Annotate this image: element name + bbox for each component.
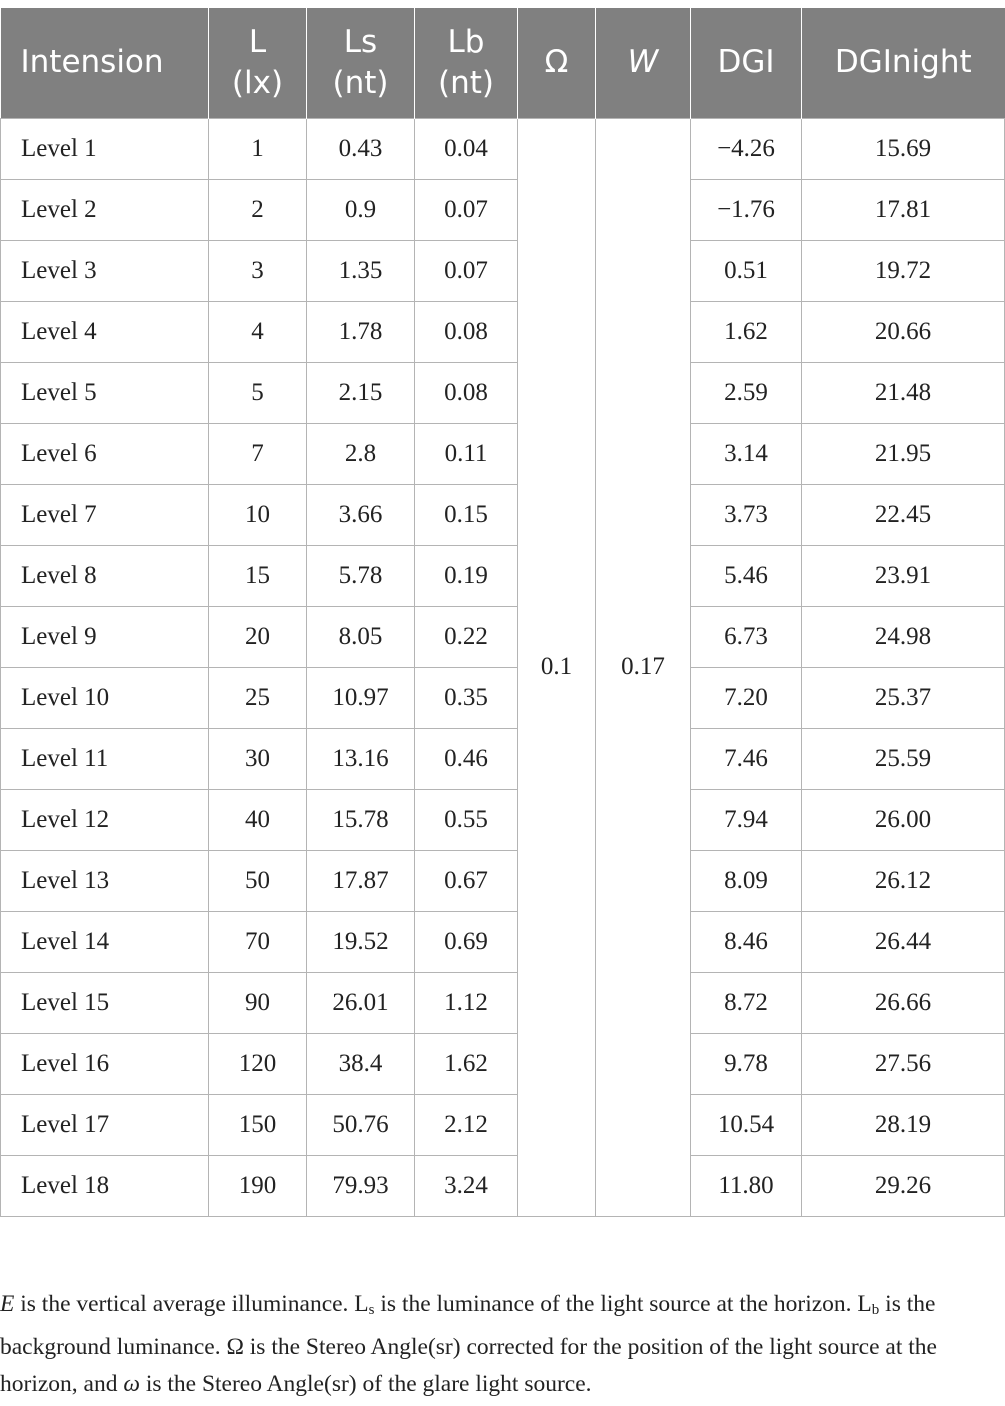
cell-dginight: 26.00 (802, 789, 1005, 850)
cell-dgi: 1.62 (691, 301, 802, 362)
cell-dgi: 0.51 (691, 240, 802, 301)
cell-dginight: 26.12 (802, 850, 1005, 911)
table-footnote: E is the vertical average illuminance. $L_s$ is the luminance of the light source at the horizon. $L_b$ is the background luminance. Ω is the Stereo Angle(sr) corrected for the position of the light source at the horizon, and ω is the Stereo Angle(sr) of the glare light source. (0, 1291, 937, 1397)
cell-l: 25 (209, 667, 307, 728)
header-w: W (596, 8, 691, 118)
cell-intension: Level 6 (1, 423, 209, 484)
cell-intension: Level 4 (1, 301, 209, 362)
cell-intension: Level 2 (1, 179, 209, 240)
cell-w-merged: 0.17 (596, 118, 691, 1216)
cell-dginight: 26.66 (802, 972, 1005, 1033)
cell-l: 1 (209, 118, 307, 179)
cell-dgi: 3.14 (691, 423, 802, 484)
cell-dginight: 15.69 (802, 118, 1005, 179)
cell-omega-merged: 0.1 (518, 118, 596, 1216)
cell-lb: 0.35 (415, 667, 518, 728)
cell-lb: 1.12 (415, 972, 518, 1033)
cell-intension: Level 8 (1, 545, 209, 606)
table-row (1, 240, 1005, 301)
cell-l: 40 (209, 789, 307, 850)
cell-dginight: 27.56 (802, 1033, 1005, 1094)
table-row (1, 850, 1005, 911)
cell-ls: 0.43 (307, 118, 415, 179)
cell-l: 5 (209, 362, 307, 423)
table-row (1, 545, 1005, 606)
cell-dgi: 10.54 (691, 1094, 802, 1155)
cell-dginight: 21.48 (802, 362, 1005, 423)
cell-lb: 0.07 (415, 240, 518, 301)
cell-lb: 2.12 (415, 1094, 518, 1155)
cell-ls: 15.78 (307, 789, 415, 850)
data-table (0, 8, 1005, 1217)
cell-dginight: 23.91 (802, 545, 1005, 606)
header-omega: Ω (518, 8, 596, 118)
cell-dgi: −4.26 (691, 118, 802, 179)
cell-l: 120 (209, 1033, 307, 1094)
cell-lb: 0.07 (415, 179, 518, 240)
cell-intension: Level 1 (1, 118, 209, 179)
table-row (1, 667, 1005, 728)
cell-lb: 0.15 (415, 484, 518, 545)
cell-dginight: 25.59 (802, 728, 1005, 789)
cell-intension: Level 5 (1, 362, 209, 423)
cell-dgi: 9.78 (691, 1033, 802, 1094)
cell-dgi: 5.46 (691, 545, 802, 606)
header-ls: Ls (nt) (307, 8, 415, 118)
cell-lb: 0.08 (415, 301, 518, 362)
cell-lb: 0.08 (415, 362, 518, 423)
cell-ls: 2.15 (307, 362, 415, 423)
cell-l: 3 (209, 240, 307, 301)
header-dgi: DGI (691, 8, 802, 118)
cell-dgi: 8.09 (691, 850, 802, 911)
cell-ls: 19.52 (307, 911, 415, 972)
cell-dgi: 11.80 (691, 1155, 802, 1216)
cell-dginight: 19.72 (802, 240, 1005, 301)
table-row (1, 484, 1005, 545)
cell-dginight: 26.44 (802, 911, 1005, 972)
cell-ls: 1.35 (307, 240, 415, 301)
cell-l: 90 (209, 972, 307, 1033)
table-row (1, 301, 1005, 362)
table-row (1, 911, 1005, 972)
cell-lb: 0.46 (415, 728, 518, 789)
cell-ls: 0.9 (307, 179, 415, 240)
table-row (1, 362, 1005, 423)
table-body (1, 118, 1005, 1216)
table-row (1, 423, 1005, 484)
cell-ls: 13.16 (307, 728, 415, 789)
cell-intension: Level 10 (1, 667, 209, 728)
cell-dginight: 20.66 (802, 301, 1005, 362)
cell-ls: 8.05 (307, 606, 415, 667)
cell-lb: 3.24 (415, 1155, 518, 1216)
cell-intension: Level 16 (1, 1033, 209, 1094)
cell-ls: 79.93 (307, 1155, 415, 1216)
table-row (1, 1033, 1005, 1094)
table-row (1, 972, 1005, 1033)
cell-ls: 17.87 (307, 850, 415, 911)
cell-dginight: 28.19 (802, 1094, 1005, 1155)
cell-lb: 0.22 (415, 606, 518, 667)
cell-intension: Level 17 (1, 1094, 209, 1155)
header-row (1, 8, 1005, 118)
cell-ls: 26.01 (307, 972, 415, 1033)
cell-ls: 10.97 (307, 667, 415, 728)
header-intension: Intension (1, 8, 209, 118)
cell-l: 15 (209, 545, 307, 606)
table-row (1, 118, 1005, 179)
cell-l: 190 (209, 1155, 307, 1216)
cell-l: 10 (209, 484, 307, 545)
table-header (1, 8, 1005, 118)
table-row (1, 1094, 1005, 1155)
cell-intension: Level 13 (1, 850, 209, 911)
cell-dginight: 25.37 (802, 667, 1005, 728)
cell-dgi: 7.20 (691, 667, 802, 728)
cell-l: 7 (209, 423, 307, 484)
cell-lb: 1.62 (415, 1033, 518, 1094)
cell-ls: 38.4 (307, 1033, 415, 1094)
cell-ls: 2.8 (307, 423, 415, 484)
cell-dginight: 24.98 (802, 606, 1005, 667)
cell-dgi: 8.46 (691, 911, 802, 972)
table-row (1, 1155, 1005, 1216)
cell-l: 2 (209, 179, 307, 240)
cell-dgi: 6.73 (691, 606, 802, 667)
cell-dginight: 22.45 (802, 484, 1005, 545)
cell-l: 150 (209, 1094, 307, 1155)
cell-lb: 0.19 (415, 545, 518, 606)
cell-dgi: 8.72 (691, 972, 802, 1033)
cell-dgi: 2.59 (691, 362, 802, 423)
cell-intension: Level 11 (1, 728, 209, 789)
cell-l: 50 (209, 850, 307, 911)
cell-intension: Level 7 (1, 484, 209, 545)
header-l: L (lx) (209, 8, 307, 118)
cell-intension: Level 9 (1, 606, 209, 667)
table-row (1, 179, 1005, 240)
cell-dgi: 7.94 (691, 789, 802, 850)
header-dginight: DGInight (802, 8, 1005, 118)
cell-l: 70 (209, 911, 307, 972)
cell-intension: Level 3 (1, 240, 209, 301)
table-row (1, 606, 1005, 667)
cell-ls: 50.76 (307, 1094, 415, 1155)
cell-l: 20 (209, 606, 307, 667)
table-row (1, 728, 1005, 789)
cell-l: 4 (209, 301, 307, 362)
cell-intension: Level 14 (1, 911, 209, 972)
cell-ls: 5.78 (307, 545, 415, 606)
cell-dginight: 21.95 (802, 423, 1005, 484)
table-row (1, 789, 1005, 850)
cell-dgi: 3.73 (691, 484, 802, 545)
cell-intension: Level 12 (1, 789, 209, 850)
cell-dgi: −1.76 (691, 179, 802, 240)
cell-lb: 0.69 (415, 911, 518, 972)
cell-lb: 0.67 (415, 850, 518, 911)
cell-ls: 1.78 (307, 301, 415, 362)
cell-lb: 0.55 (415, 789, 518, 850)
cell-dginight: 29.26 (802, 1155, 1005, 1216)
cell-dginight: 17.81 (802, 179, 1005, 240)
cell-l: 30 (209, 728, 307, 789)
cell-ls: 3.66 (307, 484, 415, 545)
cell-dgi: 7.46 (691, 728, 802, 789)
cell-intension: Level 15 (1, 972, 209, 1033)
cell-lb: 0.11 (415, 423, 518, 484)
header-lb: Lb (nt) (415, 8, 518, 118)
cell-intension: Level 18 (1, 1155, 209, 1216)
cell-lb: 0.04 (415, 118, 518, 179)
